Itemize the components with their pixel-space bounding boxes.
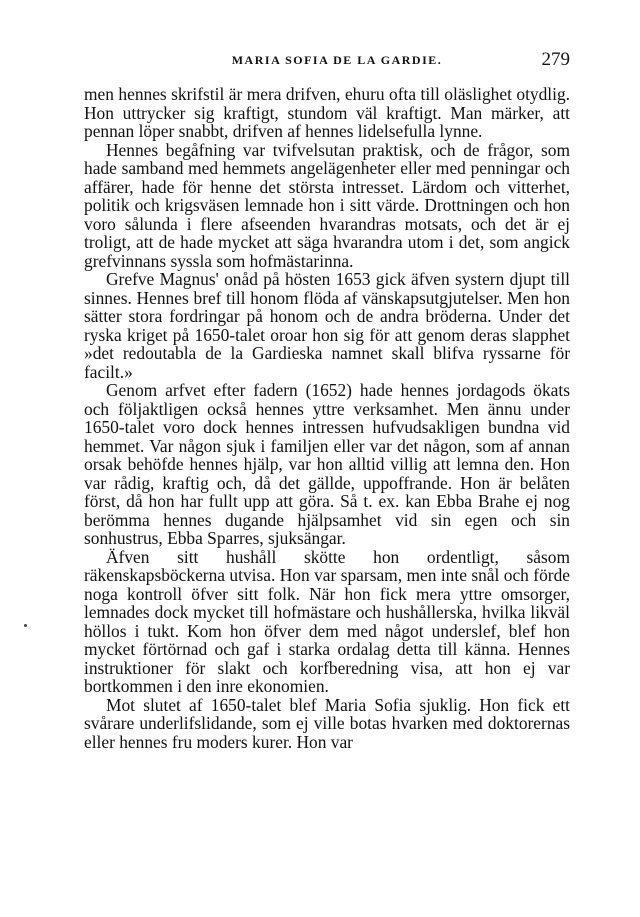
page-number: 279: [541, 49, 570, 70]
paragraph: Äfven sitt hushåll skötte hon ordentligt, såsom räkenskapsböckerna utvisa. Hon var sparsam, men inte snål och förde noga kontroll öfver sitt folk. När hon fick mera yttre omsorger, lemnades dock mycket till hofmästare och hushållerska, hvilka likväl höllos i tukt. Kom hon öfver dem med något underslef, blef hon mycket förtörnad och gaf i starka ordalag detta till känna. Hennes instruktioner för slakt och korfberedning visa, att hon ej var bortkommen i den inre ekonomien.: [84, 546, 570, 696]
running-title: MARIA SOFIA DE LA GARDIE.: [231, 53, 443, 67]
paragraph-continued: men hennes skrifstil är mera drifven, ehuru ofta till oläslighet otydlig. Hon uttrycker sig kraftigt, stundom väl kraftigt. Man märker, att pennan löper snabbt, drifven af hennes lidelsefulla lynne.: [84, 84, 570, 141]
paragraph: Hennes begåfning var tvifvelsutan praktisk, och de frågor, som hade samband med hemmets angelägenheter eller med penningar och affärer, hade för henne det största intresset. Lärdom och vitterhet, politik och krigsväsen lemnade hon i sitt värde. Drottningen och hon voro sålunda i flere afseenden hvarandras motsats, och det är ej troligt, att de hade mycket att säga hvarandra utom i det, som angick grefvinnans syssla som hofmästarinna.: [84, 139, 570, 271]
paragraph: Genom arfvet efter fadern (1652) hade hennes jordagods ökats och följaktligen också hennes yttre verksamhet. Men ännu under 1650-talet voro dock hennes intressen hufvudsakligen bundna vid hemmet. Var någon sjuk i familjen eller var det någon, som af annan orsak behöfde hennes hjälp, var hon alltid villig att lemna den. Hon var rådig, kraftig och, då det gällde, uppoffrande. Hon är belåten först, då hon har fullt upp att göra. Så t. ex. kan Ebba Brahe ej nog berömma hennes dugande hjälpsamhet vid sin egen och sin sonhustrus, Ebba Sparres, sjuksängar.: [84, 380, 570, 548]
margin-speck: [24, 624, 27, 627]
paragraph: Mot slutet af 1650-talet blef Maria Sofia sjuklig. Hon fick ett svårare underlifslidande, som ej ville botas hvarken med doktorernas eller hennes fru moders kurer. Hon var: [84, 694, 570, 752]
body-text: [84, 85, 570, 751]
paragraph: Grefve Magnus' onåd på hösten 1653 gick äfven systern djupt till sinnes. Hennes bref till honom flöda af vänskapsutgjutelser. Men hon sätter stora fordringar på honom och de andra bröderna. Under det ryska kriget på 1650-talet oroar hon sig för att genom deras slapphet »det redoutabla de la Gardieska namnet skall blifva ryssarne för facilt.»: [84, 269, 570, 382]
running-head: [84, 49, 570, 73]
